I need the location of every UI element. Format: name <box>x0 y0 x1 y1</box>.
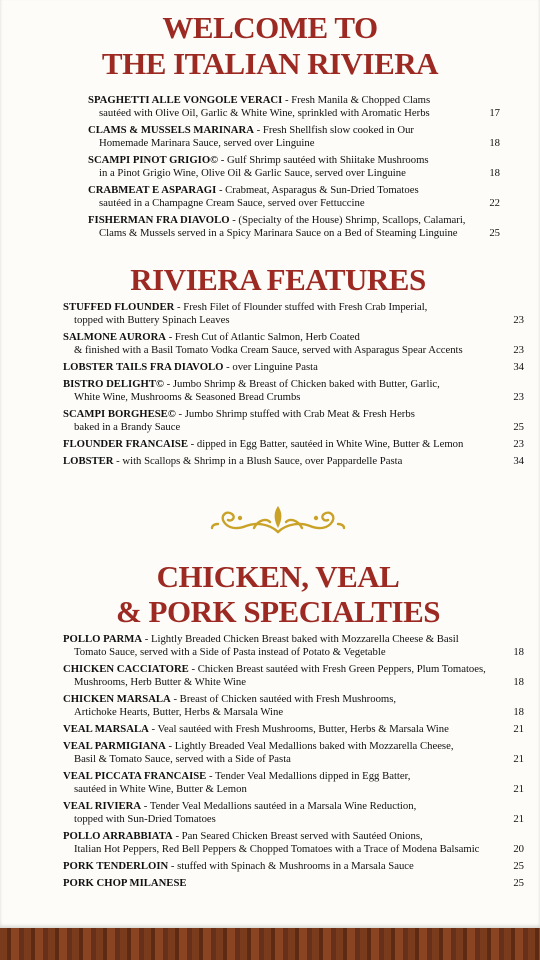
menu-item-first-line <box>63 693 524 706</box>
menu-item-price: 23 <box>513 314 524 326</box>
menu-item-description: - Fresh Shellfish slow cooked in Our <box>253 124 414 136</box>
menu-item <box>63 663 524 689</box>
menu-item-first-line <box>88 94 500 107</box>
menu-item <box>63 438 524 451</box>
menu-item-description-continued: Mushrooms, Herb Butter & White Wine <box>74 676 246 688</box>
menu-item-description: - Lightly Breaded Chicken Breast baked with Mozzarella Cheese & Basil <box>142 633 459 645</box>
menu-item-description-continued: sautéed in White Wine, Butter & Lemon <box>74 783 247 795</box>
menu-item-price: 18 <box>513 676 524 688</box>
menu-item-name: CHICKEN MARSALA <box>63 693 171 705</box>
menu-item-first-line <box>88 154 500 167</box>
menu-item-description: - Lightly Breaded Veal Medallions baked with Mozzarella Cheese, <box>165 740 454 752</box>
menu-item <box>63 800 524 826</box>
gold-scroll-flourish-icon <box>210 502 346 538</box>
menu-item-price: 23 <box>513 344 524 356</box>
chicken-veal-pork-heading <box>0 561 540 627</box>
menu-item-description: - Veal sautéed with Fresh Mushrooms, Butter, Herbs & Marsala Wine <box>148 723 449 735</box>
menu-item-name: FLOUNDER FRANCAISE <box>63 438 188 450</box>
menu-item-description: - (Specialty of the House) Shrimp, Scallops, Calamari, <box>229 214 466 226</box>
menu-item-price: 25 <box>513 877 524 889</box>
menu-item-price: 22 <box>489 197 500 209</box>
menu-item-name: VEAL PARMIGIANA <box>63 740 166 752</box>
menu-item-description-continued: Basil & Tomato Sauce, served with a Side of Pasta <box>74 753 291 765</box>
menu-item-name: SALMONE AURORA <box>63 331 167 343</box>
menu-item-first-line <box>88 214 500 227</box>
menu-item-price: 23 <box>513 391 524 403</box>
menu-item-description-continued: sautéed with Olive Oil, Garlic & White Wine, sprinkled with Aromatic Herbs <box>99 107 430 119</box>
menu-item-description: - Fresh Filet of Flounder stuffed with Fresh Crab Imperial, <box>174 301 428 313</box>
menu-item <box>88 214 500 240</box>
menu-item-description: - Pan Seared Chicken Breast served with Sautéed Onions, <box>172 830 423 842</box>
menu-item-description: - with Scallops & Shrimp in a Blush Sauce, over Pappardelle Pasta <box>113 455 403 467</box>
menu-item-price: 21 <box>513 813 524 825</box>
menu-item-description-continued: sautéed in a Champagne Cream Sauce, served over Fettuccine <box>99 197 365 209</box>
menu-item-name: LOBSTER TAILS FRA DIAVOLO <box>63 361 224 373</box>
menu-item-first-line <box>63 663 524 676</box>
menu-item-price: 20 <box>513 843 524 855</box>
menu-item <box>63 301 524 327</box>
menu-item-description-continued: baked in a Brandy Sauce <box>74 421 181 433</box>
menu-item-first-line <box>63 455 524 468</box>
menu-item-name: PORK CHOP MILANESE <box>63 877 187 889</box>
menu-item-name: VEAL RIVIERA <box>63 800 142 812</box>
menu-item-name: CLAMS & MUSSELS MARINARA <box>88 124 254 136</box>
menu-item-name: POLLO PARMA <box>63 633 143 645</box>
features-menu-list <box>63 301 524 472</box>
menu-item-description: - over Linguine Pasta <box>223 361 318 373</box>
menu-item-name: CRABMEAT E ASPARAGI <box>88 184 217 196</box>
menu-item-price: 23 <box>513 438 524 450</box>
menu-item <box>63 455 524 468</box>
menu-item-price: 34 <box>513 361 524 373</box>
menu-item-name: PORK TENDERLOIN <box>63 860 169 872</box>
menu-item-first-line <box>88 124 500 137</box>
menu-item-price: 25 <box>513 421 524 433</box>
welcome-heading <box>0 12 540 79</box>
menu-item-description: - Jumbo Shrimp stuffed with Crab Meat & Fresh Herbs <box>175 408 415 420</box>
menu-item-description-continued: & finished with a Basil Tomato Vodka Cream Sauce, served with Asparagus Spear Accents <box>74 344 463 356</box>
menu-item-first-line <box>63 408 524 421</box>
menu-item-name: LOBSTER <box>63 455 114 467</box>
menu-item <box>88 124 500 150</box>
menu-item-first-line <box>63 860 524 873</box>
menu-item-first-line <box>63 800 524 813</box>
menu-item-price: 25 <box>489 227 500 239</box>
menu-item <box>63 633 524 659</box>
menu-item <box>88 154 500 180</box>
menu-item-description-continued: Artichoke Hearts, Butter, Herbs & Marsala Wine <box>74 706 284 718</box>
menu-item <box>63 693 524 719</box>
menu-item-first-line <box>63 438 524 451</box>
menu-item-name: SPAGHETTI ALLE VONGOLE VERACI <box>88 94 283 106</box>
menu-item-price: 17 <box>489 107 500 119</box>
menu-item-price: 18 <box>489 167 500 179</box>
menu-item <box>63 860 524 873</box>
menu-item-description-continued: topped with Buttery Spinach Leaves <box>74 314 230 326</box>
menu-item-description: - Tender Veal Medallions dipped in Egg Batter, <box>206 770 411 782</box>
menu-item-first-line <box>63 877 524 890</box>
menu-item-price: 18 <box>513 706 524 718</box>
menu-item-first-line <box>63 378 524 391</box>
menu-item-first-line <box>63 740 524 753</box>
menu-item-price: 18 <box>513 646 524 658</box>
menu-item-first-line <box>63 723 524 736</box>
welcome-menu-list <box>88 94 500 244</box>
menu-item-description: - Chicken Breast sautéed with Fresh Green Peppers, Plum Tomatoes, <box>188 663 486 675</box>
menu-item-name: VEAL MARSALA <box>63 723 149 735</box>
features-heading: RIVIERA FEATURES <box>130 262 426 297</box>
menu-item-description-continued: in a Pinot Grigio Wine, Olive Oil & Garlic Sauce, served over Linguine <box>99 167 406 179</box>
menu-item <box>88 184 500 210</box>
welcome-heading-line2: THE ITALIAN RIVIERA <box>101 46 439 81</box>
menu-item-description: - Breast of Chicken sautéed with Fresh Mushrooms, <box>170 693 397 705</box>
menu-item-description: - dipped in Egg Batter, sautéed in White Wine, Butter & Lemon <box>188 438 464 450</box>
menu-item-first-line <box>63 361 524 374</box>
menu-item-price: 34 <box>513 455 524 467</box>
menu-item-first-line <box>63 830 524 843</box>
wood-table-background <box>0 928 540 960</box>
menu-item-description-continued: Italian Hot Peppers, Red Bell Peppers & Chopped Tomatoes with a Trace of Modena Balsamic <box>74 843 480 855</box>
menu-item-description: - Fresh Manila & Chopped Clams <box>282 94 431 106</box>
menu-item <box>63 830 524 856</box>
menu-item-description-continued: topped with Sun-Dried Tomatoes <box>74 813 216 825</box>
menu-item-price: 18 <box>489 137 500 149</box>
menu-item-first-line <box>63 633 524 646</box>
menu-item-name: FISHERMAN FRA DIAVOLO <box>88 214 230 226</box>
welcome-heading-line1: WELCOME TO <box>162 10 378 45</box>
menu-item-name: POLLO ARRABBIATA <box>63 830 173 842</box>
menu-item-name: SCAMPI BORGHESE© <box>63 408 176 420</box>
menu-item <box>88 94 500 120</box>
menu-item-description: - Crabmeat, Asparagus & Sun-Dried Tomatoes <box>216 184 419 196</box>
menu-item-first-line <box>88 184 500 197</box>
menu-item <box>63 740 524 766</box>
menu-item-first-line <box>63 770 524 783</box>
menu-item-name: VEAL PICCATA FRANCAISE <box>63 770 207 782</box>
menu-item-description: - Fresh Cut of Atlantic Salmon, Herb Coated <box>166 331 360 343</box>
menu-item-description: - Jumbo Shrimp & Breast of Chicken baked with Butter, Garlic, <box>163 378 440 390</box>
menu-item-first-line <box>63 301 524 314</box>
menu-item-name: CHICKEN CACCIATORE <box>63 663 189 675</box>
menu-item-description: - Tender Veal Medallions sautéed in a Marsala Wine Reduction, <box>141 800 417 812</box>
menu-item <box>63 723 524 736</box>
menu-item-name: STUFFED FLOUNDER <box>63 301 175 313</box>
menu-item-description: - stuffed with Spinach & Mushrooms in a Marsala Sauce <box>168 860 414 872</box>
menu-item-price: 21 <box>513 723 524 735</box>
menu-item-price: 25 <box>513 860 524 872</box>
menu-item <box>63 877 524 890</box>
menu-item-description: - Gulf Shrimp sautéed with Shiitake Mushrooms <box>218 154 429 166</box>
menu-item-name: BISTRO DELIGHT© <box>63 378 164 390</box>
menu-item-name: SCAMPI PINOT GRIGIO© <box>88 154 219 166</box>
menu-item-description-continued: White Wine, Mushrooms & Seasoned Bread Crumbs <box>74 391 301 403</box>
menu-item <box>63 361 524 374</box>
menu-item <box>63 378 524 404</box>
menu-item-price: 21 <box>513 753 524 765</box>
chicken-heading-line1: CHICKEN, VEAL <box>156 559 400 594</box>
menu-item-price: 21 <box>513 783 524 795</box>
chicken-veal-pork-menu-list <box>63 633 524 894</box>
menu-item-first-line <box>63 331 524 344</box>
menu-item <box>63 408 524 434</box>
menu-item-description-continued: Clams & Mussels served in a Spicy Marinara Sauce on a Bed of Steaming Linguine <box>99 227 458 239</box>
chicken-heading-line2: & PORK SPECIALTIES <box>115 594 441 629</box>
menu-item <box>63 770 524 796</box>
menu-item-description-continued: Tomato Sauce, served with a Side of Pasta instead of Potato & Vegetable <box>74 646 386 658</box>
menu-item-description-continued: Homemade Marinara Sauce, served over Linguine <box>99 137 315 149</box>
menu-item <box>63 331 524 357</box>
